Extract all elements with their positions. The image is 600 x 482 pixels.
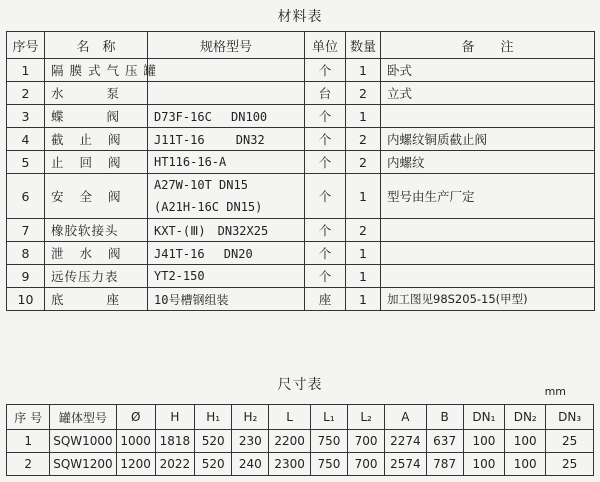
dim-cell: SQW1200 <box>50 453 116 476</box>
row-name: 安 全 阀 <box>45 174 148 219</box>
table-row <box>7 453 594 476</box>
dim-header: B <box>426 405 463 430</box>
header-qty: 数量 <box>346 32 381 59</box>
dim-cell: 637 <box>426 430 463 453</box>
dim-header: 序 号 <box>7 405 50 430</box>
row-spec: D73F-16C DN100 <box>148 105 305 128</box>
row-note <box>381 219 595 242</box>
row-note: 立式 <box>381 82 595 105</box>
dim-cell: 100 <box>505 453 546 476</box>
row-qty: 2 <box>346 82 381 105</box>
row-name: 水 泵 <box>45 82 148 105</box>
dim-cell: 750 <box>310 430 347 453</box>
row-spec <box>148 174 305 219</box>
dim-header: L₂ <box>348 405 385 430</box>
table-row <box>7 174 595 219</box>
row-no: 5 <box>7 151 45 174</box>
row-note: 型号由生产厂定 <box>381 174 595 219</box>
header-note: 备 注 <box>381 32 595 59</box>
dim-cell: 25 <box>546 430 594 453</box>
materials-table <box>6 31 595 311</box>
table-row <box>7 59 595 82</box>
dim-cell: 100 <box>463 430 504 453</box>
row-no: 1 <box>7 59 45 82</box>
dim-header: H₁ <box>195 405 232 430</box>
row-qty: 1 <box>346 59 381 82</box>
dim-header: Ø <box>116 405 155 430</box>
dim-cell: 2022 <box>155 453 194 476</box>
dim-cell: SQW1000 <box>50 430 116 453</box>
dim-cell: 240 <box>232 453 269 476</box>
row-unit: 个 <box>305 265 346 288</box>
row-qty: 1 <box>346 288 381 311</box>
table-row <box>7 219 595 242</box>
header-spec: 规格型号 <box>148 32 305 59</box>
dim-cell: 100 <box>505 430 546 453</box>
dim-header: 罐体型号 <box>50 405 116 430</box>
row-qty: 1 <box>346 265 381 288</box>
dim-cell: 2300 <box>269 453 310 476</box>
dim-cell: 520 <box>195 453 232 476</box>
row-note: 加工图见98S205-15(甲型) <box>381 288 595 311</box>
dim-header: H <box>155 405 194 430</box>
row-qty: 1 <box>346 174 381 219</box>
row-name: 底 座 <box>45 288 148 311</box>
row-name: 远传压力表 <box>45 265 148 288</box>
row-qty: 2 <box>346 219 381 242</box>
header-no: 序号 <box>7 32 45 59</box>
row-spec: J41T-16 DN20 <box>148 242 305 265</box>
row-no: 7 <box>7 219 45 242</box>
row-note <box>381 105 595 128</box>
row-qty: 1 <box>346 105 381 128</box>
dim-cell: 2200 <box>269 430 310 453</box>
dim-cell: 1000 <box>116 430 155 453</box>
table-row <box>7 128 595 151</box>
row-note <box>381 265 595 288</box>
row-no: 9 <box>7 265 45 288</box>
row-spec-line-1: A27W-10T DN15 <box>154 178 248 192</box>
row-note <box>381 242 595 265</box>
unit-label: mm <box>544 385 566 398</box>
row-unit: 个 <box>305 105 346 128</box>
row-no: 3 <box>7 105 45 128</box>
dim-cell: 2 <box>7 453 50 476</box>
row-spec-line-2: (A21H-16C DN15) <box>154 200 263 214</box>
row-note: 卧式 <box>381 59 595 82</box>
dim-cell: 25 <box>546 453 594 476</box>
row-spec: 10号槽钢组装 <box>148 288 305 311</box>
row-note: 内螺纹铜质截止阀 <box>381 128 595 151</box>
dim-cell: 700 <box>348 453 385 476</box>
dim-cell: 750 <box>310 453 347 476</box>
table-row <box>7 288 595 311</box>
dim-cell: 520 <box>195 430 232 453</box>
dim-cell: 787 <box>426 453 463 476</box>
row-no: 6 <box>7 174 45 219</box>
dim-header: L <box>269 405 310 430</box>
row-spec <box>148 59 305 82</box>
dimensions-table-title: 尺寸表 <box>277 377 323 393</box>
row-unit: 个 <box>305 151 346 174</box>
materials-header-row <box>7 32 595 59</box>
row-no: 2 <box>7 82 45 105</box>
row-qty: 2 <box>346 128 381 151</box>
dim-cell: 2574 <box>385 453 426 476</box>
row-name: 隔膜式气压罐 <box>45 59 148 82</box>
row-name: 截 止 阀 <box>45 128 148 151</box>
row-unit: 个 <box>305 219 346 242</box>
row-unit: 座 <box>305 288 346 311</box>
dim-header: L₁ <box>310 405 347 430</box>
dim-header: H₂ <box>232 405 269 430</box>
dimensions-header-row <box>7 405 594 430</box>
row-name: 止 回 阀 <box>45 151 148 174</box>
row-qty: 1 <box>346 242 381 265</box>
dim-header: DN₂ <box>505 405 546 430</box>
dim-header: A <box>385 405 426 430</box>
row-no: 8 <box>7 242 45 265</box>
header-unit: 单位 <box>305 32 346 59</box>
materials-table-title: 材料表 <box>277 9 323 25</box>
row-spec <box>148 82 305 105</box>
dim-cell: 1200 <box>116 453 155 476</box>
row-qty: 2 <box>346 151 381 174</box>
header-name: 名 称 <box>45 32 148 59</box>
row-unit: 个 <box>305 242 346 265</box>
table-row <box>7 151 595 174</box>
row-spec: HT116-16-A <box>148 151 305 174</box>
row-unit: 个 <box>305 59 346 82</box>
row-unit: 个 <box>305 174 346 219</box>
row-no: 10 <box>7 288 45 311</box>
row-spec: KXT-(Ⅲ) DN32X25 <box>148 219 305 242</box>
dimensions-table <box>6 404 594 476</box>
row-unit: 台 <box>305 82 346 105</box>
dim-cell: 230 <box>232 430 269 453</box>
dim-cell: 1 <box>7 430 50 453</box>
table-row <box>7 430 594 453</box>
row-name: 橡胶软接头 <box>45 219 148 242</box>
row-spec: J11T-16 DN32 <box>148 128 305 151</box>
dim-cell: 100 <box>463 453 504 476</box>
row-unit: 个 <box>305 128 346 151</box>
row-name: 泄 水 阀 <box>45 242 148 265</box>
row-spec: YT2-150 <box>148 265 305 288</box>
dim-cell: 1818 <box>155 430 194 453</box>
row-name: 蝶 阀 <box>45 105 148 128</box>
table-row <box>7 265 595 288</box>
row-note: 内螺纹 <box>381 151 595 174</box>
dim-cell: 2274 <box>385 430 426 453</box>
dim-cell: 700 <box>348 430 385 453</box>
table-row <box>7 242 595 265</box>
dim-header: DN₁ <box>463 405 504 430</box>
table-row <box>7 82 595 105</box>
dim-header: DN₃ <box>546 405 594 430</box>
table-row <box>7 105 595 128</box>
row-no: 4 <box>7 128 45 151</box>
